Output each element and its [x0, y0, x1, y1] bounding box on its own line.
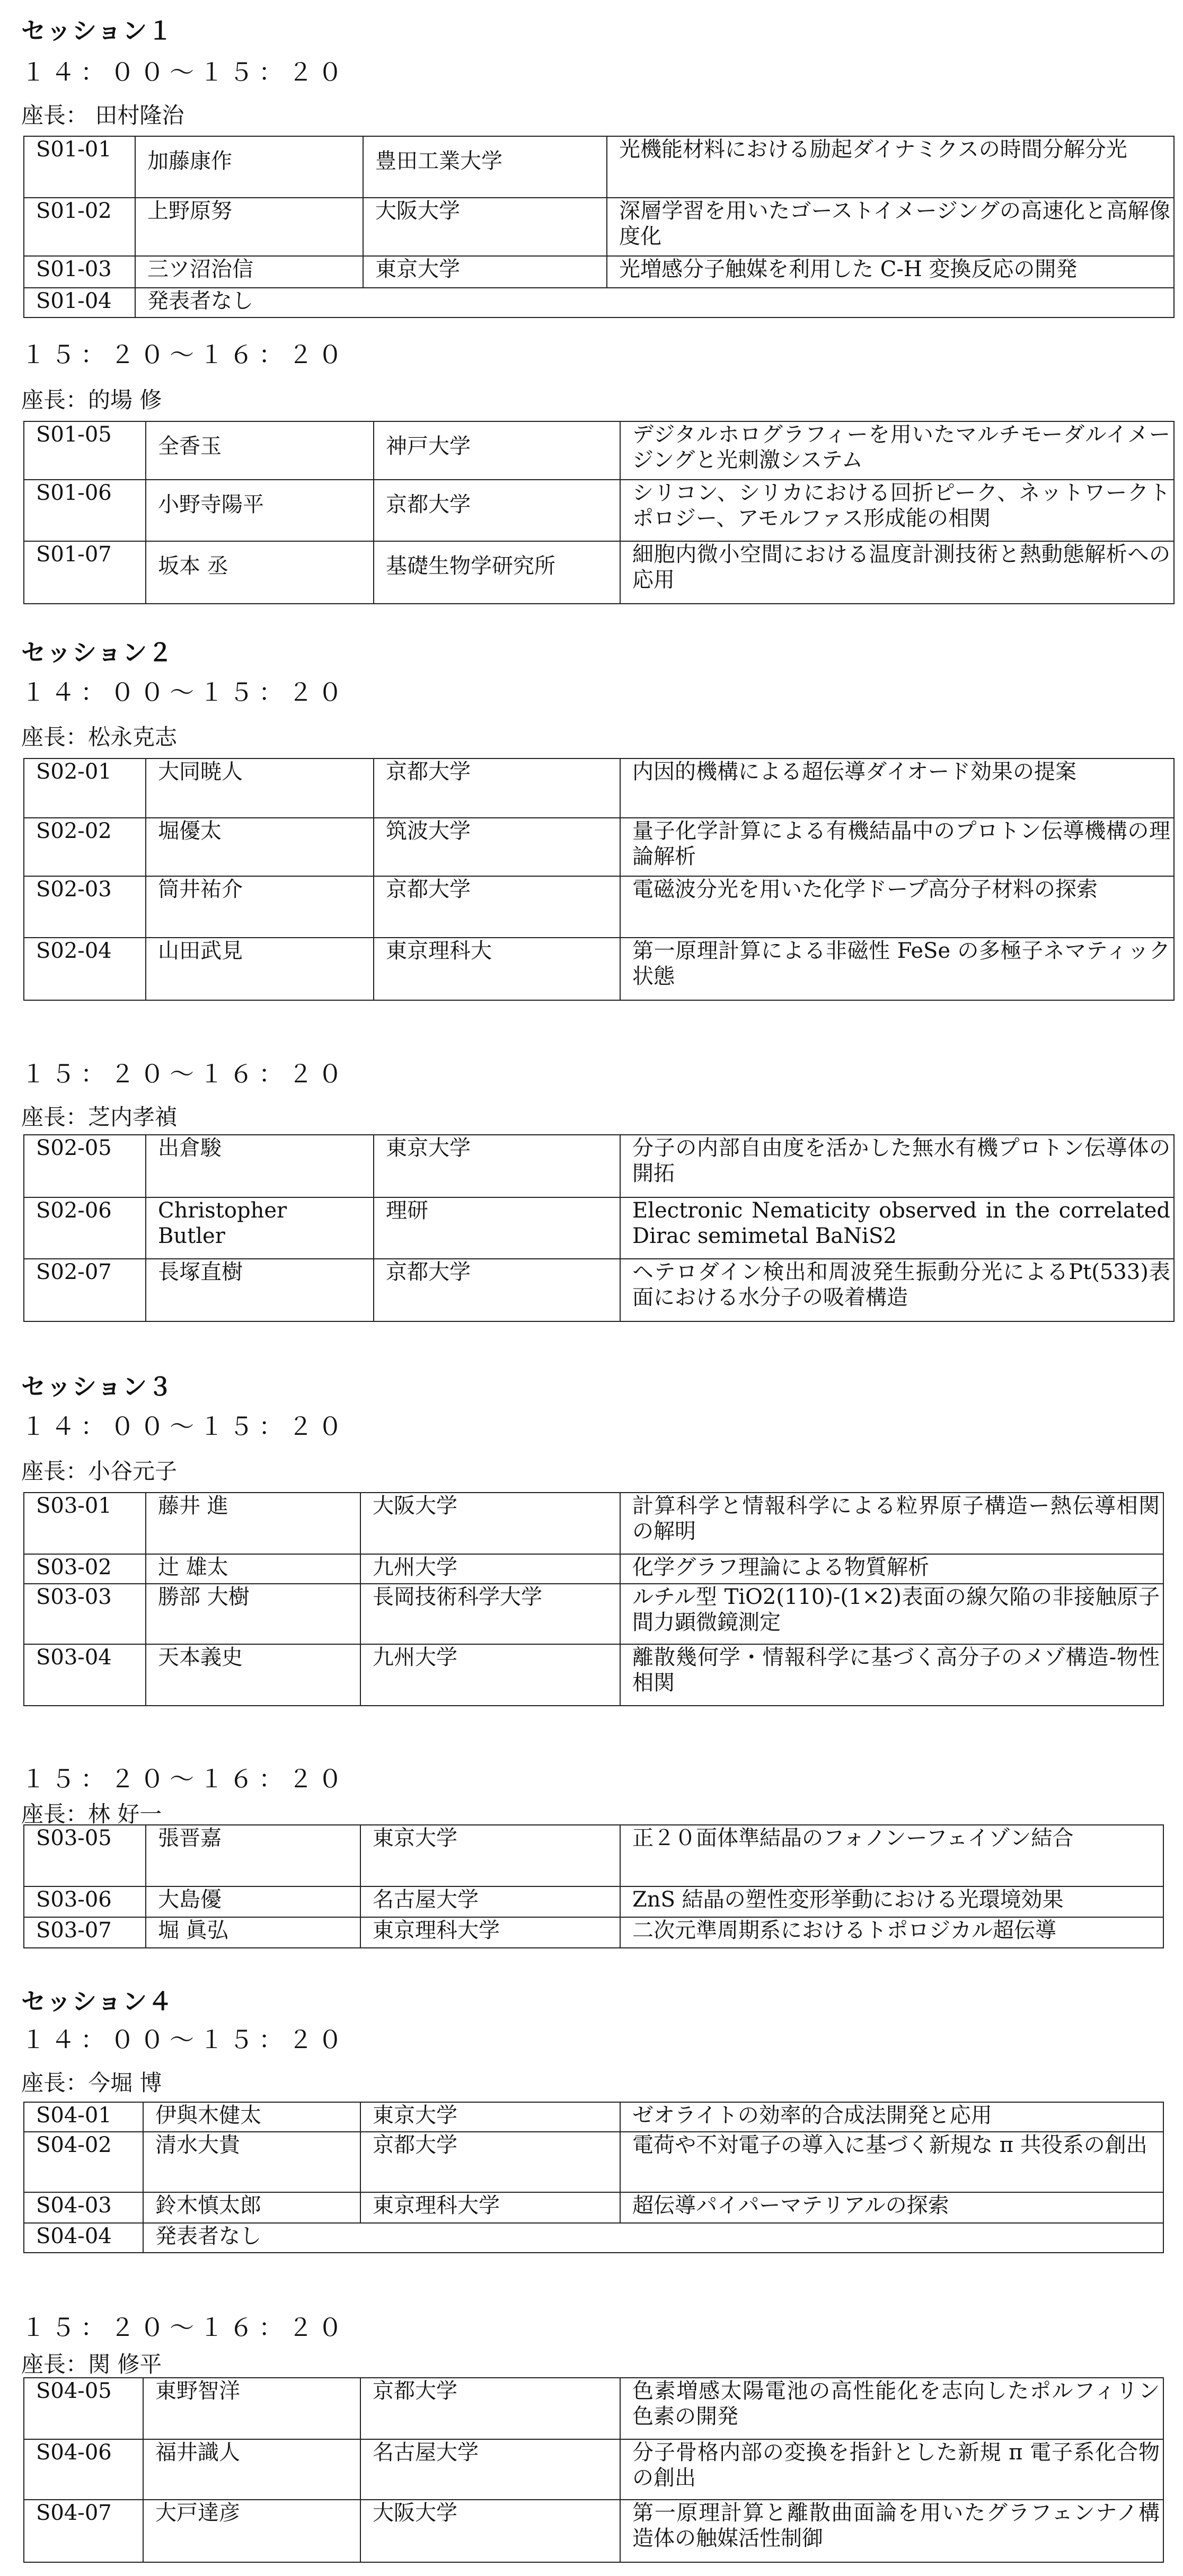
talk-title: 第一原理計算による非磁性 FeSe の多極子ネマティック状態 [620, 938, 1174, 1000]
schedule-table [23, 421, 1175, 604]
speaker-affiliation: 東京理科大学 [360, 1917, 620, 1948]
session-chair: 座長： 田村隆治 [21, 102, 184, 128]
talk-title: Electronic Nematicity observed in the correlated Dirac semimetal BaNiS2 [620, 1197, 1174, 1259]
talk-id: S03-05 [24, 1825, 146, 1886]
speaker-affiliation: 九州大学 [360, 1644, 620, 1706]
talk-id: S04-06 [24, 2439, 143, 2500]
speaker-affiliation: 理研 [374, 1197, 620, 1259]
talk-id: S01-03 [24, 256, 135, 288]
table-row [24, 198, 1174, 256]
session-chair: 座長：関 修平 [21, 2351, 162, 2377]
talk-title: 光機能材料における励起ダイナミクスの時間分解分光 [607, 136, 1174, 198]
session-title: セッション２ [21, 638, 174, 667]
speaker-name: 大島優 [146, 1886, 360, 1917]
schedule-table [23, 1492, 1164, 1706]
speaker-name: 福井識人 [143, 2439, 360, 2500]
table-row [24, 2378, 1163, 2439]
talk-title: ゼオライトの効率的合成法開発と応用 [620, 2102, 1163, 2132]
session-title: セッション１ [21, 16, 174, 45]
talk-id: S02-06 [24, 1197, 146, 1259]
talk-id: S01-06 [24, 480, 146, 541]
table-row [24, 818, 1174, 876]
talk-id: S02-05 [24, 1135, 146, 1197]
talk-id: S01-05 [24, 421, 146, 480]
table-row [24, 1493, 1163, 1554]
speaker-affiliation: 東京大学 [374, 1135, 620, 1197]
schedule-table [23, 2377, 1164, 2563]
table-row [24, 541, 1174, 604]
speaker-name: 清水大貴 [143, 2132, 360, 2192]
talk-id: S02-04 [24, 938, 146, 1000]
speaker-affiliation: 大阪大学 [363, 198, 607, 256]
speaker-name: 大同暁人 [146, 758, 374, 818]
time-slot: １４：００～１５：２０ [21, 678, 348, 707]
talk-id: S04-03 [24, 2192, 143, 2223]
time-slot: １５：２０～１６：２０ [21, 1765, 348, 1793]
talk-id: S01-02 [24, 198, 135, 256]
speaker-name: 三ツ沼治信 [135, 256, 363, 288]
speaker-affiliation: 東京大学 [360, 1825, 620, 1886]
schedule-table [23, 2102, 1164, 2253]
speaker-name: 伊與木健太 [143, 2102, 360, 2132]
talk-id: S03-06 [24, 1886, 146, 1917]
table-row [24, 938, 1174, 1000]
talk-id: S04-02 [24, 2132, 143, 2192]
speaker-name: 全香玉 [146, 421, 374, 480]
talk-title: 電荷や不対電子の導入に基づく新規な π 共役系の創出 [620, 2132, 1163, 2192]
speaker-name: 出倉駿 [146, 1135, 374, 1197]
table-row [24, 1886, 1163, 1917]
speaker-affiliation: 長岡技術科学大学 [360, 1584, 620, 1644]
schedule-table [23, 1134, 1175, 1322]
speaker-affiliation: 筑波大学 [374, 818, 620, 876]
speaker-affiliation: 東京大学 [363, 256, 607, 288]
time-slot: １４：００～１５：２０ [21, 1412, 348, 1441]
table-row [24, 256, 1174, 288]
time-slot: １５：２０～１６：２０ [21, 1060, 348, 1088]
schedule-table [23, 1824, 1164, 1948]
table-row [24, 1584, 1163, 1644]
session-title: セッション３ [21, 1372, 174, 1401]
talk-title: 離散幾何学・情報科学に基づく高分子のメゾ構造-物性相関 [620, 1644, 1163, 1706]
time-slot: １５：２０～１６：２０ [21, 340, 348, 369]
table-row [24, 1825, 1163, 1886]
talk-title: 二次元準周期系におけるトポロジカル超伝導 [620, 1917, 1163, 1948]
speaker-name: 藤井 進 [146, 1493, 360, 1554]
speaker-affiliation: 京都大学 [374, 876, 620, 938]
table-row [24, 1917, 1163, 1948]
table-row [24, 480, 1174, 541]
talk-title: 分子骨格内部の変換を指針とした新規 π 電子系化合物の創出 [620, 2439, 1163, 2500]
talk-title: デジタルホログラフィーを用いたマルチモーダルイメージングと光刺激システム [620, 421, 1174, 480]
talk-title: ヘテロダイン検出和周波発生振動分光によるPt(533)表面における水分子の吸着構造 [620, 1259, 1174, 1321]
table-row [24, 1644, 1163, 1706]
speaker-name: 辻 雄太 [146, 1554, 360, 1584]
speaker-affiliation: 大阪大学 [360, 2500, 620, 2562]
table-row [24, 136, 1174, 198]
talk-id: S04-01 [24, 2102, 143, 2132]
speaker-affiliation: 豊田工業大学 [363, 136, 607, 198]
speaker-affiliation: 東京理科大学 [360, 2192, 620, 2223]
talk-id: S02-07 [24, 1259, 146, 1321]
speaker-affiliation: 名古屋大学 [360, 2439, 620, 2500]
talk-title: 光増感分子触媒を利用した C-H 変換反応の開発 [607, 256, 1174, 288]
session-chair: 座長：松永克志 [21, 724, 178, 750]
talk-id: S02-02 [24, 818, 146, 876]
speaker-affiliation: 九州大学 [360, 1554, 620, 1584]
time-slot: １５：２０～１６：２０ [21, 2313, 348, 2342]
speaker-name: 勝部 大樹 [146, 1584, 360, 1644]
speaker-name: 鈴木慎太郎 [143, 2192, 360, 2223]
speaker-name: 筒井祐介 [146, 876, 374, 938]
talk-title: シリコン、シリカにおける回折ピーク、ネットワークトポロジー、アモルファス形成能の相関 [620, 480, 1174, 541]
speaker-affiliation: 大阪大学 [360, 1493, 620, 1554]
talk-id: S04-04 [24, 2223, 143, 2253]
table-row [24, 2223, 1163, 2253]
talk-id: S01-01 [24, 136, 135, 198]
speaker-name: 東野智洋 [143, 2378, 360, 2439]
speaker-name: 長塚直樹 [146, 1259, 374, 1321]
talk-id: S03-03 [24, 1584, 146, 1644]
table-row [24, 1135, 1174, 1197]
speaker-affiliation: 神戸大学 [374, 421, 620, 480]
talk-title: ZnS 結晶の塑性変形挙動における光環境効果 [620, 1886, 1163, 1917]
speaker-name: 大戸達彦 [143, 2500, 360, 2562]
speaker-name: 発表者なし [143, 2223, 1163, 2253]
talk-title: 量子化学計算による有機結晶中のプロトン伝導機構の理論解析 [620, 818, 1174, 876]
table-row [24, 421, 1174, 480]
table-row [24, 2102, 1163, 2132]
talk-id: S03-01 [24, 1493, 146, 1554]
talk-id: S03-07 [24, 1917, 146, 1948]
talk-title: 第一原理計算と離散曲面論を用いたグラフェンナノ構造体の触媒活性制御 [620, 2500, 1163, 2562]
speaker-affiliation: 京都大学 [374, 480, 620, 541]
table-row [24, 758, 1174, 818]
talk-title: 正２０面体準結晶のフォノンーフェイゾン結合 [620, 1825, 1163, 1886]
table-row [24, 1259, 1174, 1321]
speaker-affiliation: 基礎生物学研究所 [374, 541, 620, 604]
speaker-name: 小野寺陽平 [146, 480, 374, 541]
speaker-name: 発表者なし [135, 288, 1174, 317]
talk-title: 計算科学と情報科学による粒界原子構造ー熱伝導相関の解明 [620, 1493, 1163, 1554]
talk-id: S02-01 [24, 758, 146, 818]
table-row [24, 876, 1174, 938]
talk-title: 内因的機構による超伝導ダイオード効果の提案 [620, 758, 1174, 818]
session-title: セッション４ [21, 1987, 174, 2016]
table-row [24, 1197, 1174, 1259]
speaker-name: 上野原努 [135, 198, 363, 256]
table-row [24, 288, 1174, 317]
speaker-name: Christopher Butler [146, 1197, 374, 1259]
speaker-name: 張晋嘉 [146, 1825, 360, 1886]
session-chair: 座長：小谷元子 [21, 1458, 178, 1484]
speaker-affiliation: 京都大学 [360, 2378, 620, 2439]
time-slot: １４：００～１５：２０ [21, 2025, 348, 2054]
speaker-name: 坂本 丞 [146, 541, 374, 604]
talk-title: 分子の内部自由度を活かした無水有機プロトン伝導体の開拓 [620, 1135, 1174, 1197]
talk-id: S03-02 [24, 1554, 146, 1584]
talk-id: S01-07 [24, 541, 146, 604]
speaker-affiliation: 京都大学 [360, 2132, 620, 2192]
table-row [24, 2439, 1163, 2500]
talk-id: S03-04 [24, 1644, 146, 1706]
time-slot: １４：００～１５：２０ [21, 58, 348, 86]
talk-id: S04-07 [24, 2500, 143, 2562]
table-row [24, 2192, 1163, 2223]
talk-title: 超伝導パイパーマテリアルの探索 [620, 2192, 1163, 2223]
speaker-name: 堀優太 [146, 818, 374, 876]
talk-id: S04-05 [24, 2378, 143, 2439]
speaker-name: 堀 眞弘 [146, 1917, 360, 1948]
talk-title: 化学グラフ理論による物質解析 [620, 1554, 1163, 1584]
talk-title: 深層学習を用いたゴーストイメージングの高速化と高解像度化 [607, 198, 1174, 256]
talk-title: 色素増感太陽電池の高性能化を志向したポルフィリン色素の開発 [620, 2378, 1163, 2439]
talk-id: S02-03 [24, 876, 146, 938]
speaker-affiliation: 名古屋大学 [360, 1886, 620, 1917]
speaker-affiliation: 東京理科大 [374, 938, 620, 1000]
session-chair: 座長：林 好一 [21, 1801, 162, 1827]
talk-title: 電磁波分光を用いた化学ドープ高分子材料の探索 [620, 876, 1174, 938]
talk-title: 細胞内微小空間における温度計測技術と熱動態解析への応用 [620, 541, 1174, 604]
table-row [24, 2132, 1163, 2192]
schedule-table [23, 758, 1175, 1001]
table-row [24, 1554, 1163, 1584]
table-row [24, 2500, 1163, 2562]
session-chair: 座長：今堀 博 [21, 2070, 162, 2096]
speaker-name: 天本義史 [146, 1644, 360, 1706]
session-chair: 座長：的場 修 [21, 387, 162, 413]
speaker-name: 加藤康作 [135, 136, 363, 198]
speaker-affiliation: 東京大学 [360, 2102, 620, 2132]
talk-title: ルチル型 TiO2(110)-(1×2)表面の線欠陥の非接触原子間力顕微鏡測定 [620, 1584, 1163, 1644]
speaker-affiliation: 京都大学 [374, 1259, 620, 1321]
talk-id: S01-04 [24, 288, 135, 317]
speaker-affiliation: 京都大学 [374, 758, 620, 818]
schedule-table [23, 136, 1175, 318]
speaker-name: 山田武見 [146, 938, 374, 1000]
session-chair: 座長：芝内孝禎 [21, 1104, 178, 1130]
